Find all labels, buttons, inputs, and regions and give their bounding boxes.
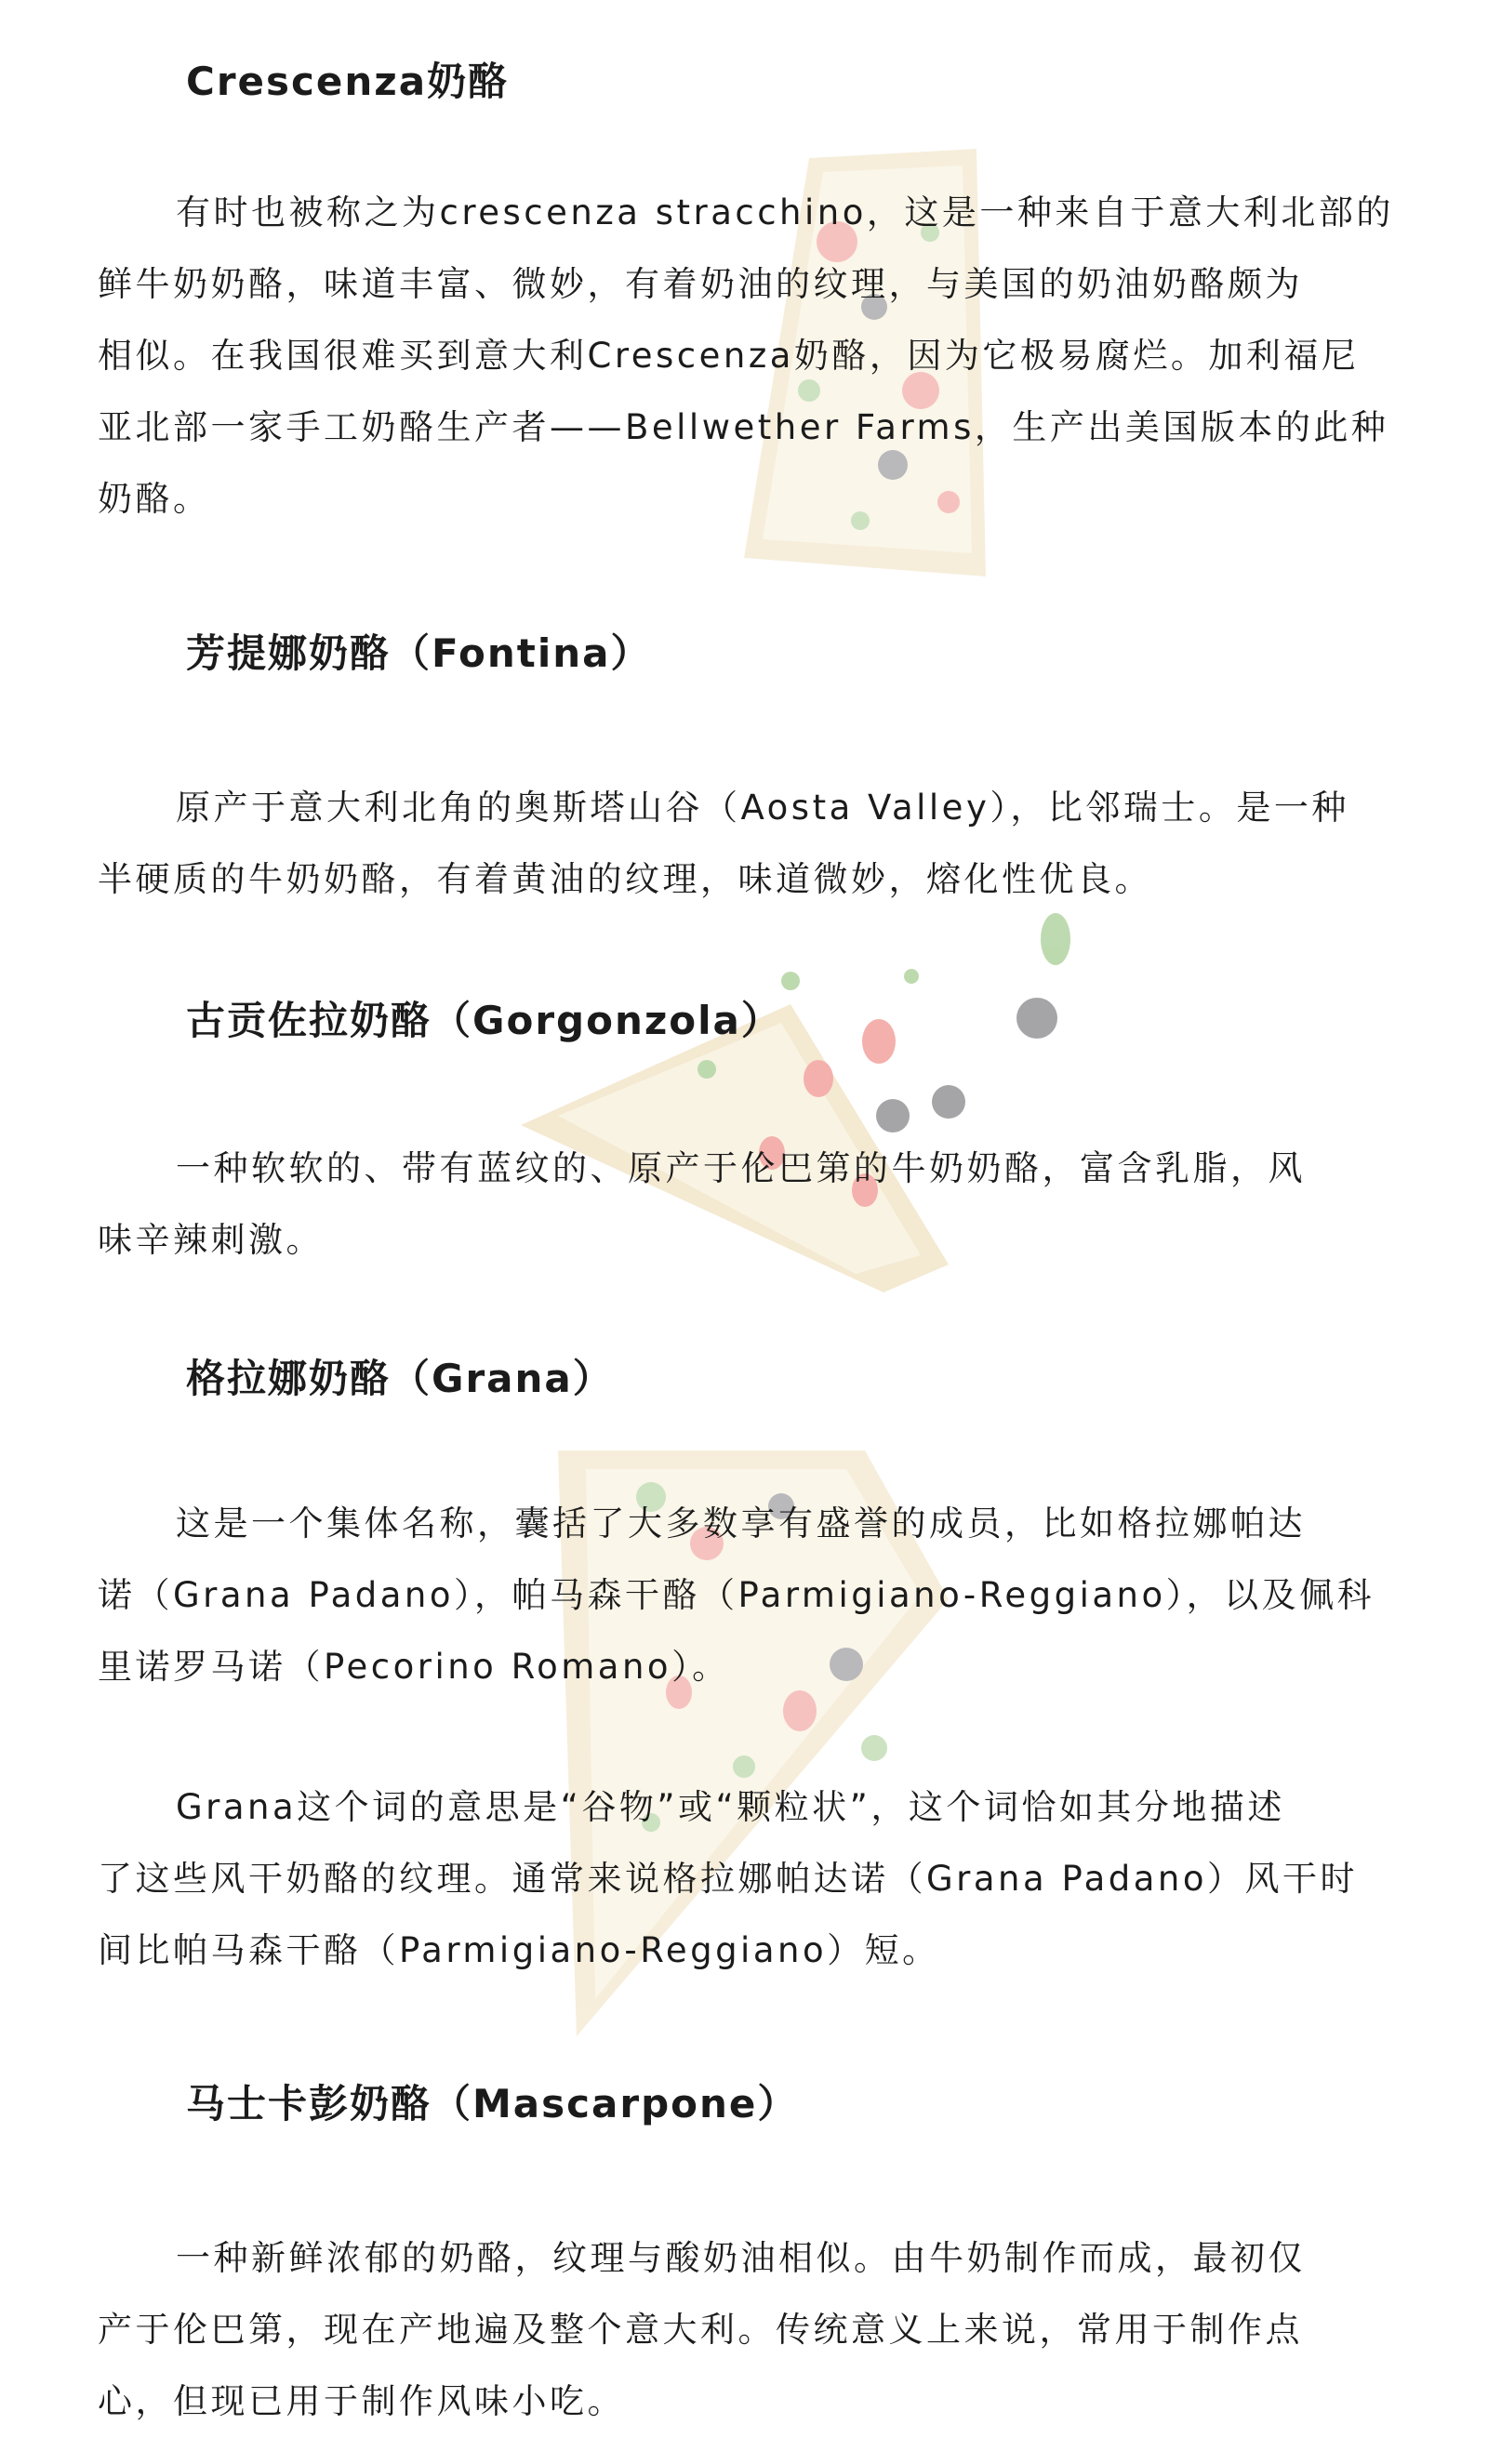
text-line: 相似。在我国很难买到意大利Crescenza奶酪，因为它极易腐烂。加利福尼 bbox=[98, 336, 1360, 376]
text-line: 一种软软的、带有蓝纹的、原产于伦巴第的牛奶奶酪，富含乳脂，风 bbox=[176, 1148, 1306, 1188]
paragraph bbox=[98, 1488, 1418, 1702]
text-line: 间比帕马森干酪（Parmigiano-Reggiano）短。 bbox=[98, 1930, 940, 1970]
paragraph bbox=[98, 1133, 1418, 1276]
section-heading: 马士卡彭奶酪（Mascarpone） bbox=[186, 2081, 799, 2126]
text-line: 里诺罗马诺（Pecorino Romano）。 bbox=[98, 1647, 730, 1687]
section-heading: 古贡佐拉奶酪（Gorgonzola） bbox=[186, 998, 782, 1043]
text-line: 产于伦巴第，现在产地遍及整个意大利。传统意义上来说，常用于制作点 bbox=[98, 2310, 1303, 2350]
text-line: Grana这个词的意思是“谷物”或“颗粒状”，这个词恰如其分地描述 bbox=[176, 1787, 1285, 1827]
text-line: 鲜牛奶奶酪，味道丰富、微妙，有着奶油的纹理，与美国的奶油奶酪颇为 bbox=[98, 264, 1303, 304]
text-line: 味辛辣刺激。 bbox=[98, 1220, 324, 1260]
paragraph bbox=[98, 2222, 1418, 2437]
text-line: 原产于意大利北角的奥斯塔山谷（Aosta Valley），比邻瑞士。是一种 bbox=[176, 788, 1349, 828]
paragraph bbox=[98, 772, 1418, 915]
text-line: 亚北部一家手工奶酪生产者——Bellwether Farms，生产出美国版本的此种 bbox=[98, 407, 1389, 447]
paragraph bbox=[98, 1771, 1418, 1986]
section-heading: Crescenza奶酪 bbox=[186, 59, 510, 104]
text-line: 半硬质的牛奶奶酪，有着黄油的纹理，味道微妙，熔化性优良。 bbox=[98, 859, 1152, 899]
text-line: 一种新鲜浓郁的奶酪，纹理与酸奶油相似。由牛奶制作而成，最初仅 bbox=[176, 2238, 1306, 2278]
text-line: 奶酪。 bbox=[98, 479, 211, 519]
section-heading: 芳提娜奶酪（Fontina） bbox=[186, 630, 652, 676]
section-heading: 格拉娜奶酪（Grana） bbox=[186, 1356, 614, 1401]
text-line: 有时也被称之为crescenza stracchino，这是一种来自于意大利北部的 bbox=[176, 192, 1394, 232]
text-line: 诺（Grana Padano），帕马森干酪（Parmigiano-Reggiano），以及佩科 bbox=[98, 1575, 1375, 1615]
text-line: 这是一个集体名称，囊括了大多数享有盛誉的成员，比如格拉娜帕达 bbox=[176, 1504, 1306, 1543]
text-line: 心，但现已用于制作风味小吃。 bbox=[98, 2381, 625, 2421]
text-line: 了这些风干奶酪的纹理。通常来说格拉娜帕达诺（Grana Padano）风干时 bbox=[98, 1859, 1359, 1899]
paragraph bbox=[98, 177, 1418, 535]
